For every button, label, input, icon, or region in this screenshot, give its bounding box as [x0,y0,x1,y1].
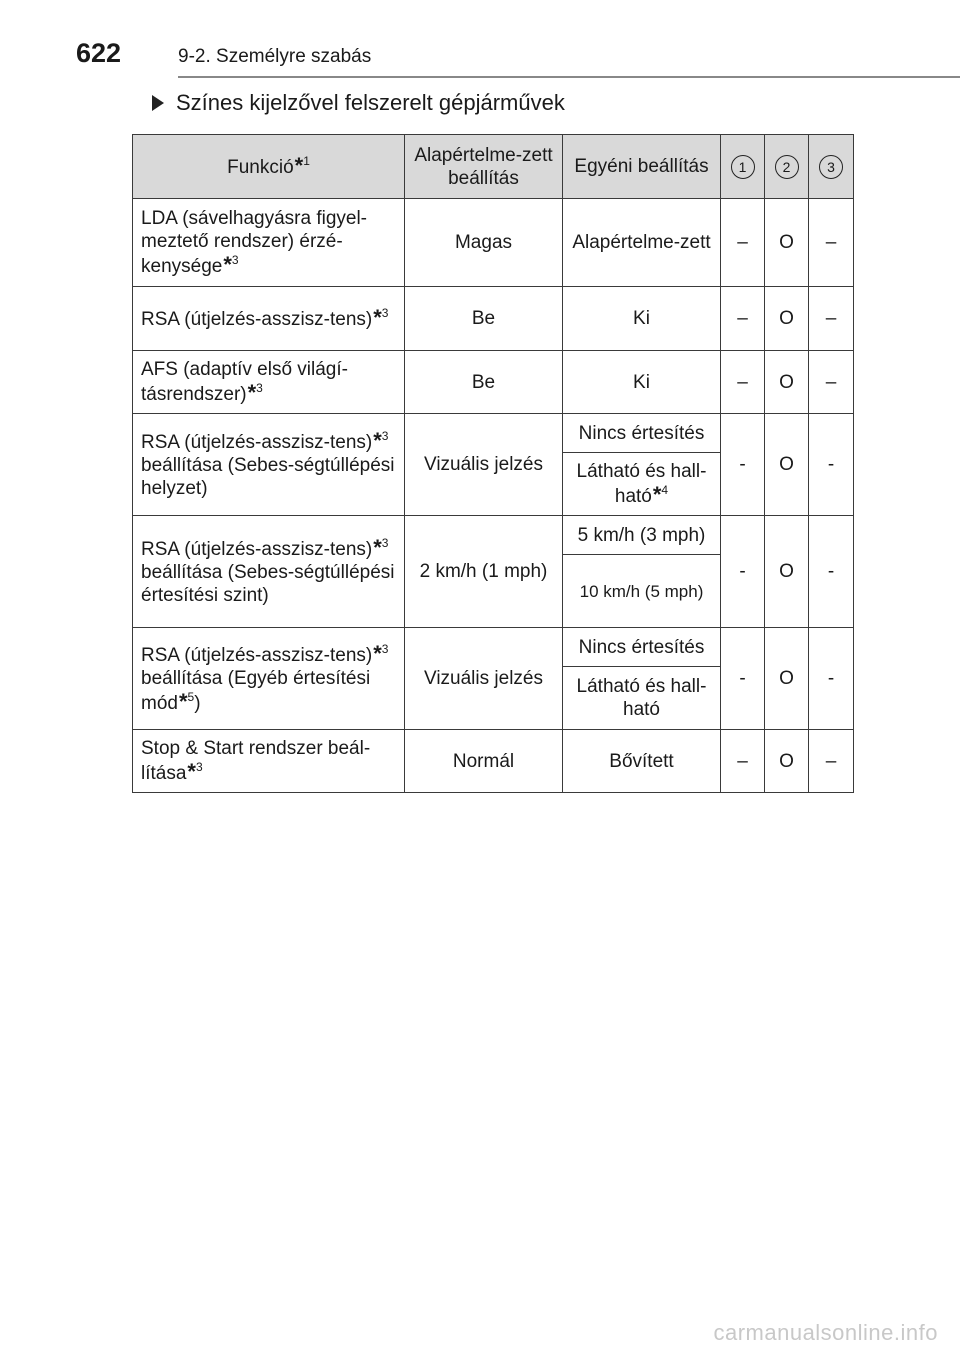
table-row [133,516,854,555]
custom-cell: Bővített [563,730,721,793]
function-cell: LDA (sávelhagyásra figyel-meztető rendszer) érzé-kenysége*$^3$ [133,199,405,287]
col1-cell: – [721,351,765,414]
custom-cell-b: Látható és hall-ható [563,667,721,730]
table-row [133,199,854,287]
table-row [133,414,854,453]
col2-cell: O [765,351,809,414]
circled-3-icon: 3 [819,155,843,179]
settings-table [132,134,854,793]
header-custom: Egyéni beállítás [563,135,721,199]
col1-cell: – [721,287,765,351]
custom-cell-a: Nincs értesítés [563,414,721,453]
col3-cell: – [809,199,854,287]
col2-cell: O [765,730,809,793]
custom-cell: Alapértelme-zett [563,199,721,287]
section-title: 9-2. Személyre szabás [178,46,372,67]
col1-cell: - [721,516,765,628]
default-cell: Magas [405,199,563,287]
table-row [133,287,854,351]
col3-cell: – [809,351,854,414]
custom-cell-b: 10 km/h (5 mph) [563,555,721,628]
col3-cell: - [809,414,854,516]
header-rule [178,76,960,78]
table-row [133,628,854,667]
col1-cell: - [721,414,765,516]
table-header-row [133,135,854,199]
page-number: 622 [76,38,122,68]
col3-cell: – [809,730,854,793]
function-cell: RSA (útjelzés-asszisz-tens)*$^3$ [133,287,405,351]
col1-cell: – [721,199,765,287]
header-default: Alapértelme-zett beállítás [405,135,563,199]
function-cell: RSA (útjelzés-asszisz-tens)*$^3$ beállítása (Egyéb értesítési mód*$^5$) [133,628,405,730]
default-cell: Vizuális jelzés [405,414,563,516]
circled-1-icon: 1 [731,155,755,179]
col3-cell: - [809,628,854,730]
col3-cell: - [809,516,854,628]
function-cell: Stop & Start rendszer beál-lítása*$^3$ [133,730,405,793]
col2-cell: O [765,199,809,287]
circled-2-icon: 2 [775,155,799,179]
subheading-text: Színes kijelzővel felszerelt gépjárművek [176,90,565,115]
custom-cell: Ki [563,351,721,414]
default-cell: Be [405,287,563,351]
subheading [152,90,565,116]
header-col1 [721,135,765,199]
col2-cell: O [765,287,809,351]
header-col2 [765,135,809,199]
custom-cell-a: Nincs értesítés [563,628,721,667]
custom-cell-a: 5 km/h (3 mph) [563,516,721,555]
custom-cell: Ki [563,287,721,351]
col3-cell: – [809,287,854,351]
function-cell: RSA (útjelzés-asszisz-tens)*$^3$ beállítása (Sebes-ségtúllépési helyzet) [133,414,405,516]
default-cell: Vizuális jelzés [405,628,563,730]
default-cell: 2 km/h (1 mph) [405,516,563,628]
col2-cell: O [765,516,809,628]
col1-cell: – [721,730,765,793]
default-cell: Be [405,351,563,414]
default-cell: Normál [405,730,563,793]
function-cell: AFS (adaptív első világí-tásrendszer)*$^3$ [133,351,405,414]
header-col3 [809,135,854,199]
table-row [133,730,854,793]
triangle-bullet-icon [152,95,164,111]
col2-cell: O [765,628,809,730]
header-function: Funkció*$^1$ [133,135,405,199]
custom-cell-b: Látható és hall-ható*$^4$ [563,453,721,516]
function-cell: RSA (útjelzés-asszisz-tens)*$^3$ beállítása (Sebes-ségtúllépési értesítési szint) [133,516,405,628]
watermark: carmanualsonline.info [713,1320,938,1345]
col2-cell: O [765,414,809,516]
table-row [133,351,854,414]
col1-cell: - [721,628,765,730]
